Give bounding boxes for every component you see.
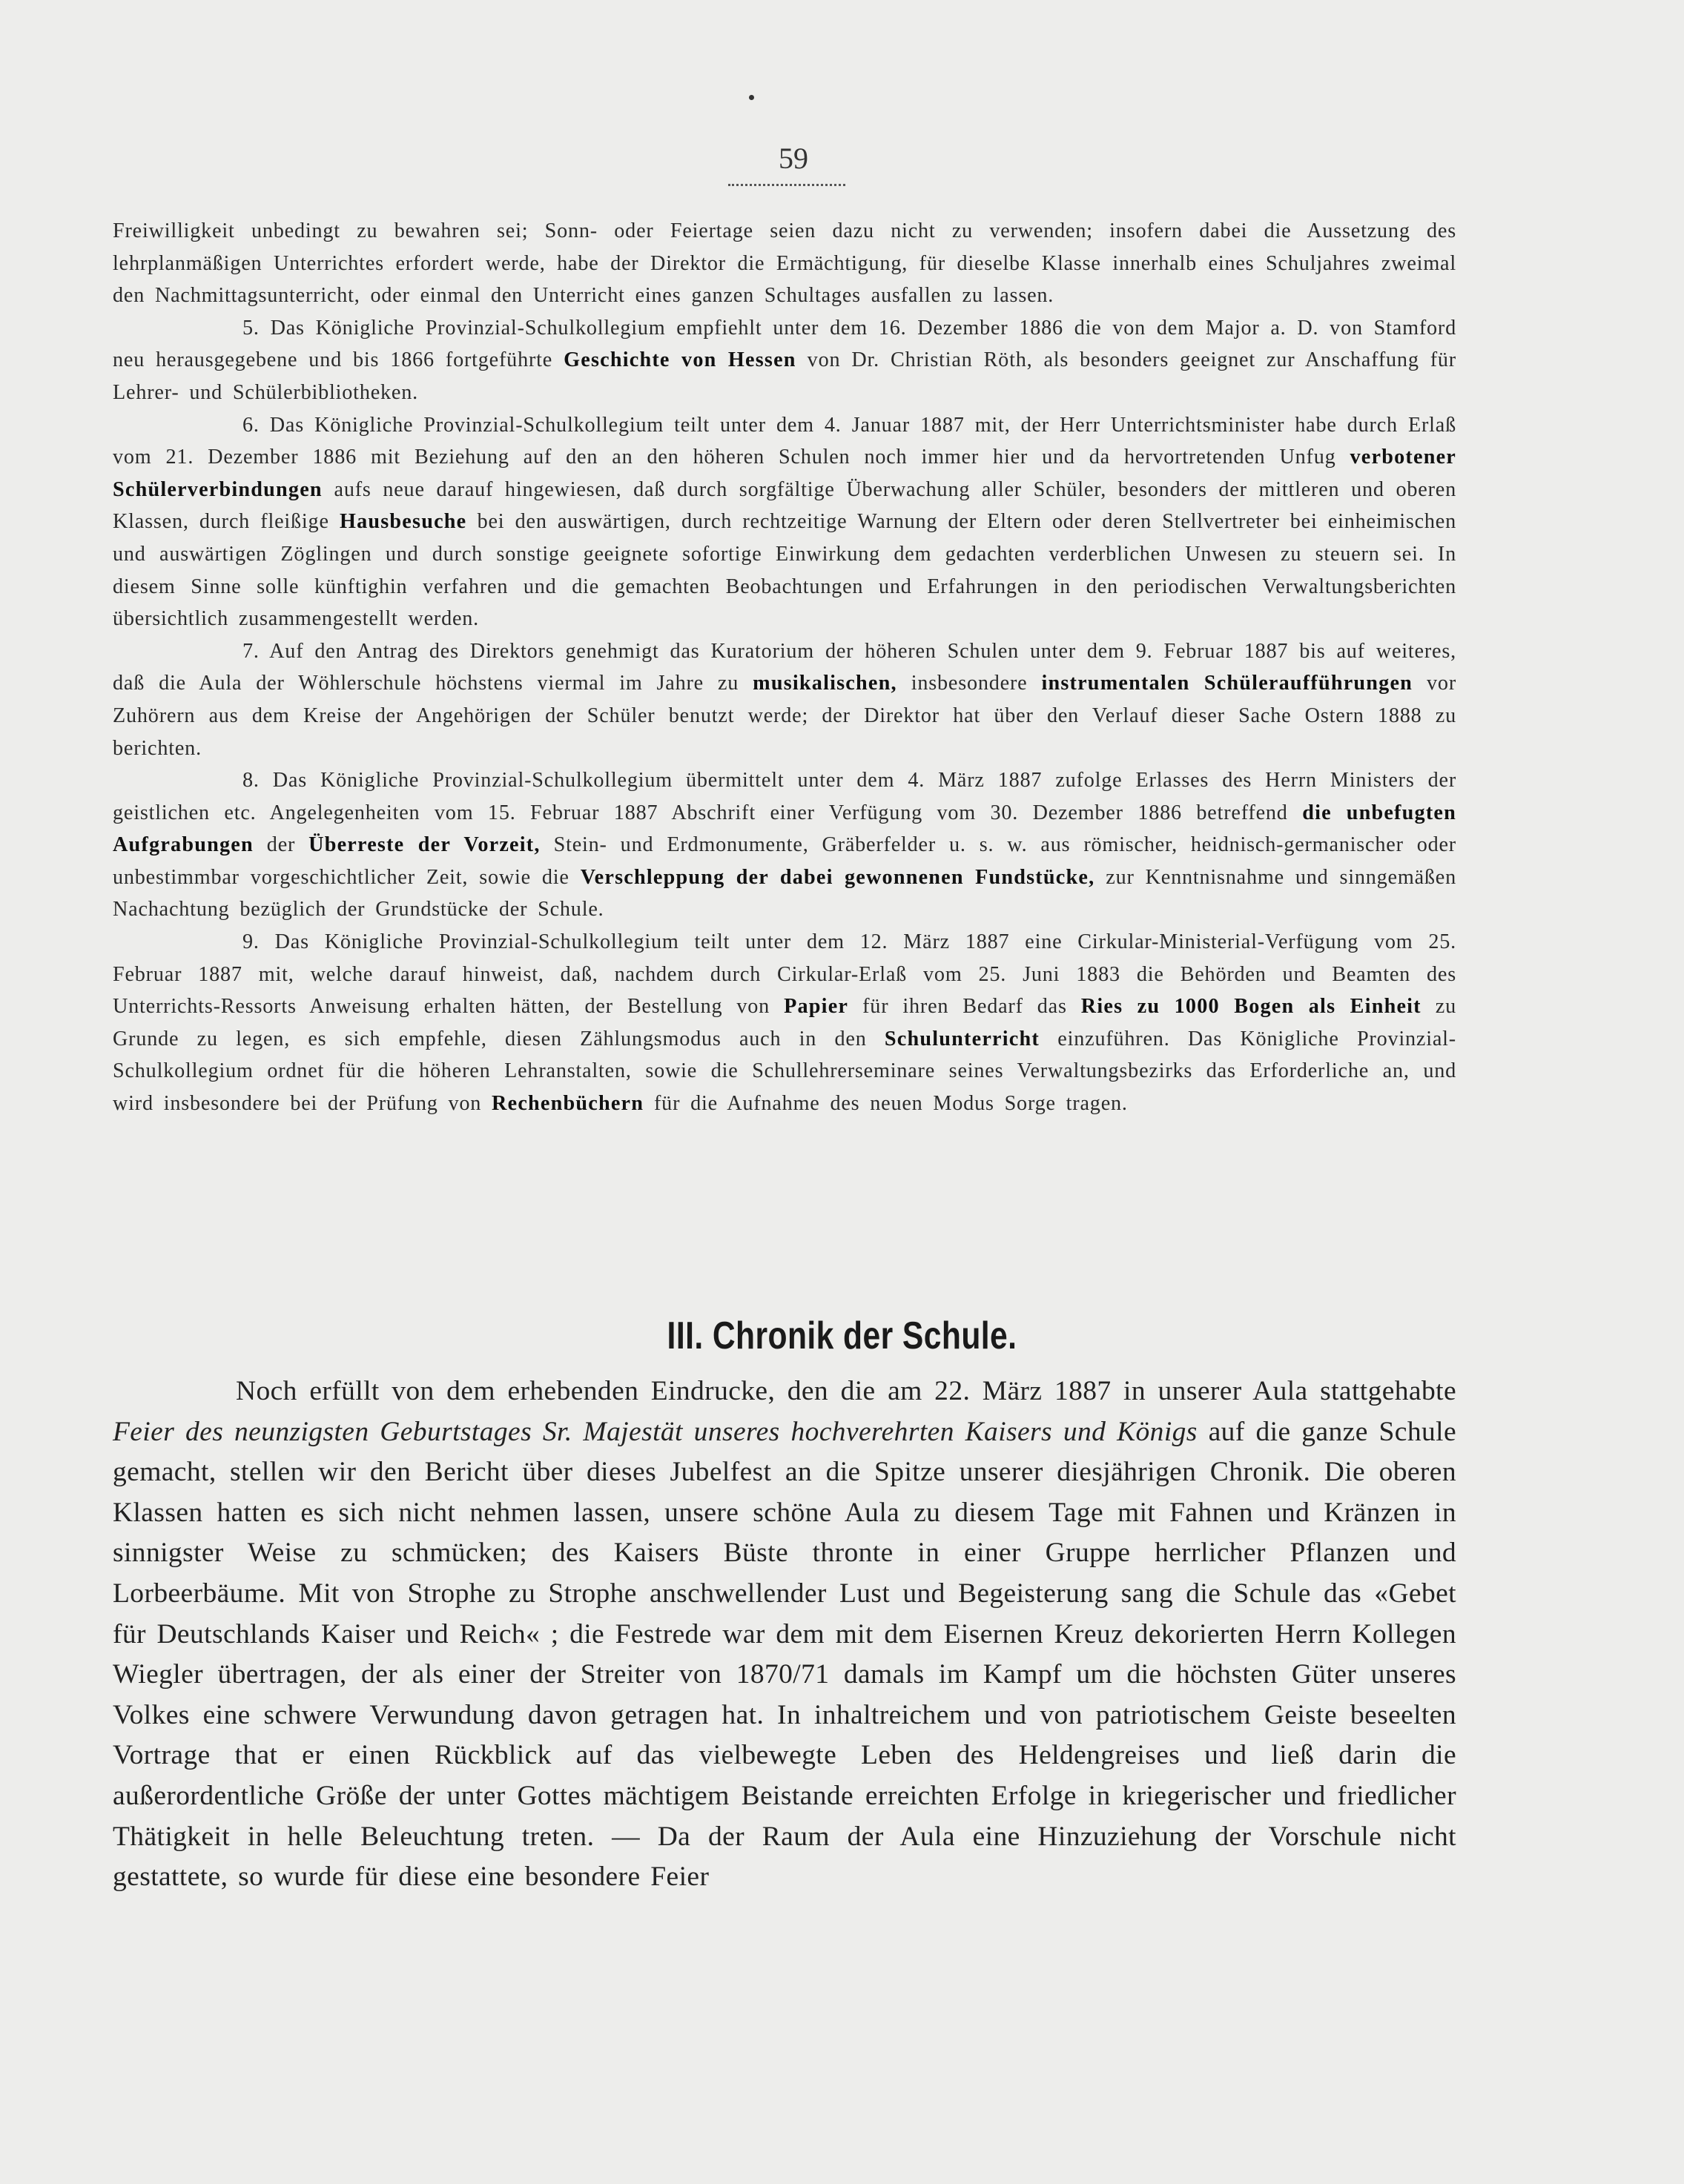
text-run: Freiwilligkeit unbedingt zu bewahren sei; Sonn- oder Feiertage seien dazu nicht zu verwenden; insofern dabei die Aussetzung des lehrplanmäßigen Unterrichtes erfordert werde, habe der Direktor die Ermächtigung, für dieselbe Klasse innerhalb eines Schuljahres zweimal den Nachmittagsunterricht, oder einmal den Unterricht eines ganzen Schultages ausfallen zu lassen. <box>113 219 1456 308</box>
paragraph <box>113 312 1456 409</box>
section-heading: III. Chronik der Schule. <box>667 1314 1017 1357</box>
page-number-rule <box>728 179 845 186</box>
paragraph <box>113 409 1456 635</box>
italic-emphasis: Feier des neunzigsten Geburtstages Sr. Majestät unseres hochverehrten Kaisers und Königs <box>113 1416 1198 1447</box>
ink-dot <box>749 95 754 100</box>
text-run: einzuführen. Das Königliche Provinzial-Schulkollegium ordnet für die höheren Lehranstalten, sowie die Schullehrerseminare seines Verwaltungsbezirks das Erforderliche an, und wird insbesondere bei der Prüfung von <box>113 1027 1456 1116</box>
bold-emphasis: Papier <box>784 995 849 1019</box>
text-run: von Dr. Christian Röth, als besonders geeignet zur Anschaffung für Lehrer- und Schülerbibliotheken. <box>113 348 1456 404</box>
bold-emphasis: Ries zu 1000 Bogen als Einheit <box>1080 995 1422 1019</box>
bold-emphasis: verbotener Schülerverbindungen <box>113 446 1456 501</box>
text-run: zu Grunde zu legen, es sich empfehle, diesen Zählungsmodus auch in den <box>113 995 1456 1050</box>
text-run: Noch erfüllt von dem erhebenden Eindrucke, den die am 22. März 1887 in unserer Aula stattgehabte <box>236 1376 1456 1406</box>
chronicle-text-block <box>113 1371 1456 1898</box>
bold-emphasis: Rechenbüchern <box>492 1092 644 1116</box>
text-run: aufs neue darauf hingewiesen, daß durch sorgfältige Überwachung aller Schüler, besonders der mittleren und oberen Klassen, durch fleißige <box>113 477 1456 534</box>
bold-emphasis: musikalischen, <box>753 672 897 695</box>
paragraph <box>113 215 1456 312</box>
text-run: zur Kenntnisnahme und sinngemäßen Nachachtung bezüglich der Grundstücke der Schule. <box>113 865 1457 921</box>
upper-text-block <box>113 215 1456 1120</box>
bold-emphasis: Schulunterricht <box>884 1027 1040 1050</box>
text-run: 5. Das Königliche Provinzial-Schulkollegium empfiehlt unter dem 16. Dezember 1886 die von dem Major a. D. von Stamford neu herausgegebene und bis 1866 fortgeführte <box>113 316 1456 372</box>
text-run: 7. Auf den Antrag des Direktors genehmigt das Kuratorium der höheren Schulen unter dem 9. Februar 1887 bis auf weiteres, daß die Aula der Wöhlerschule höchstens viermal im Jahre zu <box>113 639 1456 695</box>
text-run: 6. Das Königliche Provinzial-Schulkollegium teilt unter dem 4. Januar 1887 mit, der Herr Unterrichtsminister habe durch Erlaß vom 21. Dezember 1886 mit Beziehung auf den an den höheren Schulen noch immer hier und da hervortretenden Unfug <box>113 413 1456 469</box>
bold-emphasis: Überreste der Vorzeit, <box>308 833 541 857</box>
text-run: 9. Das Königliche Provinzial-Schulkollegium teilt unter dem 12. März 1887 eine Cirkular-Ministerial-Verfügung vom 25. Februar 1887 mit, welche darauf hinweist, daß, nachdem durch Cirkular-Erlaß vom 25. Juni 1883 die Behörden und Beamten des Unterrichts-Ressorts Anweisung erhalten hätten, der Bestellung von <box>113 930 1456 1019</box>
bold-emphasis: instrumentalen Schüleraufführungen <box>1041 672 1413 695</box>
text-run: insbesondere <box>897 672 1042 695</box>
paragraph <box>113 1371 1456 1898</box>
text-run: Stein- und Erdmonumente, Gräberfelder u. s. w. aus römischer, heidnisch-germanischer oder unbestimmbar vorgeschichtlicher Zeit, sowie die <box>113 833 1456 889</box>
text-run: für die Aufnahme des neuen Modus Sorge tragen. <box>644 1092 1128 1116</box>
text-run: bei den auswärtigen, durch rechtzeitige Warnung der Eltern oder deren Stellvertreter bei einheimischen und auswärtigen Zöglingen und durch sonstige geeignete sofortige Einwirkung dem gedachten verderblichen Unwesen zu steuern sei. In diesem Sinne solle künftighin verfahren und die gemachten Beobachtungen und Erfahrungen in den periodischen Verwaltungsberichten übersichtlich zusammengestellt werden. <box>113 510 1456 631</box>
text-run: vor Zuhörern aus dem Kreise der Angehörigen der Schüler benutzt werde; der Direktor hat über den Verlauf dieser Sache Ostern 1888 zu berichten. <box>113 672 1457 760</box>
bold-emphasis: Hausbesuche <box>339 510 467 534</box>
text-run: auf die ganze Schule gemacht, stellen wir den Bericht über dieses Jubelfest an die Spitze unserer diesjährigen Chronik. Die oberen Klassen hatten es sich nicht nehmen lassen, unsere schöne Aula zu diesem Tage mit Fahnen und Kränzen in sinnigster Weise zu schmücken; des Kaisers Büste thronte in einer Gruppe herrlicher Pflanzen und Lorbeerbäume. Mit von Strophe zu Strophe anschwellender Lust und Begeisterung sang die Schule das «Gebet für Deutschlands Kaiser und Reich« ; die Festrede war dem mit dem Eisernen Kreuz dekorierten Herrn Kollegen Wiegler übertragen, der als einer der Streiter von 1870/71 damals im Kampf um die höchsten Güter unseres Volkes eine schwere Verwundung davon getragen hat. In inhaltreichem und von patriotischem Geiste beseelten Vortrage that er einen Rückblick auf das vielbewegte Leben des Heldengreises und ließ darin die außerordentliche Größe der unter Gottes mächtigem Beistande erreichten Erfolge in kriegerischer und friedlicher Thätigkeit in helle Beleuchtung treten. — Da der Raum der Aula eine Hinzuziehung der Vorschule nicht gestattete, so wurde für diese eine besondere Feier <box>113 1416 1457 1893</box>
text-run: der <box>253 833 309 857</box>
text-run: 8. Das Königliche Provinzial-Schulkollegium übermittelt unter dem 4. März 1887 zufolge Erlasses des Herrn Ministers der geistlichen etc. Angelegenheiten vom 15. Februar 1887 Abschrift einer Verfügung vom 30. Dezember 1886 betreffend <box>113 769 1456 824</box>
paragraph <box>113 635 1456 764</box>
text-run: für ihren Bedarf das <box>848 995 1081 1019</box>
paragraph <box>113 764 1456 926</box>
paragraph <box>113 926 1456 1120</box>
bold-emphasis: Verschleppung der dabei gewonnenen Fundstücke, <box>580 865 1095 889</box>
page-number: 59 <box>779 142 808 175</box>
bold-emphasis: die unbefugten Aufgrabungen <box>113 801 1456 857</box>
bold-emphasis: Geschichte von Hessen <box>564 348 796 372</box>
